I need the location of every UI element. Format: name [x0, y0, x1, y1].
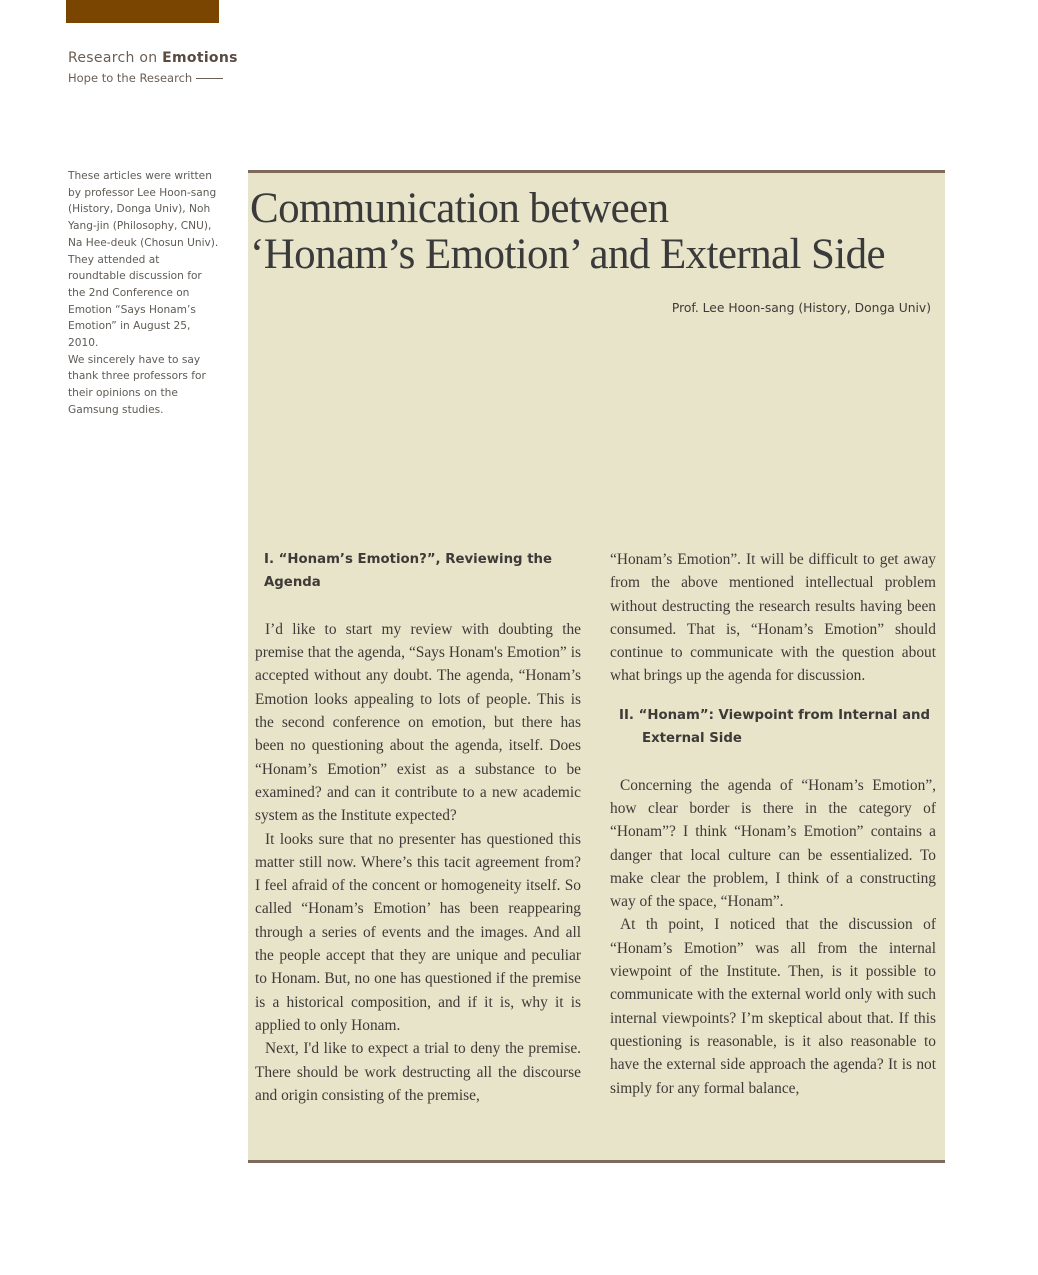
spacer [255, 595, 581, 618]
section-2-para-1: Concerning the agenda of “Honam’s Emotion”, how clear border is there in the category of “Honam”? I think “Honam’s Emotion” contains a danger that local culture can be essentialized. To make clear the problem, I think of a constructing way of the space, “Honam”. [610, 776, 936, 911]
section-2-heading-line-1: II. “Honam”: Viewpoint from Internal and [619, 707, 931, 723]
title-line-2: ‘Honam’s Emotion’ and External Side [250, 231, 886, 278]
section-1-para-2: It looks sure that no presenter has questioned this matter still now. Where’s this tacit agreement from? I feel afraid of the concent or homogeneity itself. So called “Honam’s Emotion’ has been reappearing through a series of events and the images. And all the people accept that they are unique and peculiar to Honam. But, no one has questioned if the premise is a historical composition, and if it is, why it is applied to only Honam. [255, 830, 581, 1034]
section-1-para-1: I’d like to start my review with doubting the premise that the agenda, “Says Honam's Emotion” is accepted without any doubt. The agenda, “Honam’s Emotion looks appealing to lots of people. This is the second conference on emotion, but there has been no questioning about the agenda, itself. Does “Honam’s Emotion” exist as a substance to be examined? and can it contribute to a new academic system as the Institute expected? [255, 620, 581, 825]
section-1-heading: I. “Honam’s Emotion?”, Reviewing the Agenda [264, 552, 553, 591]
brand-block [68, 50, 238, 85]
header-color-bar [66, 0, 219, 23]
tagline-rule [196, 78, 223, 79]
brand-title [68, 50, 238, 66]
side-note-para-2: We sincerely have to say thank three professors for their opinions on the Gamsung studies. [68, 353, 206, 416]
spacer [610, 750, 936, 773]
brand-tagline [68, 71, 228, 85]
article-title [250, 186, 940, 278]
section-2-heading-line-2: External Side [642, 731, 742, 747]
section-2-para-2: At th point, I noticed that the discussion of “Honam’s Emotion” was all from the internal viewpoint of the Institute. Then, is it possible to communicate with the external world only with such internal viewpoints? I’m skeptical about that. If this questioning is reasonable, is it also reasonable to have the external side approach the agenda? It is not simply for any formal balance, [610, 916, 936, 1097]
section-1-para-3: Next, I'd like to expect a trial to deny the premise. There should be work destructing all the discourse and origin consisting of the premise, [255, 1040, 581, 1104]
title-line-1: Communication between [250, 185, 669, 232]
brand-bold: Emotions [162, 50, 238, 66]
article-author: Prof. Lee Hoon-sang (History, Donga Univ) [671, 301, 931, 315]
brand-prefix: Research on [68, 50, 163, 66]
spacer [610, 688, 936, 704]
section-1-para-4: “Honam’s Emotion”. It will be difficult to get away from the above mentioned intellectual problem without destructing the research results having been consumed. That is, “Honam’s Emotion” should continue to communicate with the question about what brings up the agenda for discussion. [610, 551, 936, 685]
side-note [68, 168, 220, 419]
left-column [255, 548, 581, 1107]
section-2-heading [610, 704, 936, 751]
tagline-text: Hope to the Research [68, 71, 193, 85]
side-note-para-1: These articles were written by professor Lee Hoon-sang (History, Donga Univ), Noh Yang-jin (Philosophy, CNU), Na Hee-deuk (Chosun Univ). They attended at roundtable discussion for the 2nd Conference on Emotion “Says Honam’s Emotion” in August 25, 2010. [68, 170, 219, 350]
right-column [610, 548, 936, 1100]
